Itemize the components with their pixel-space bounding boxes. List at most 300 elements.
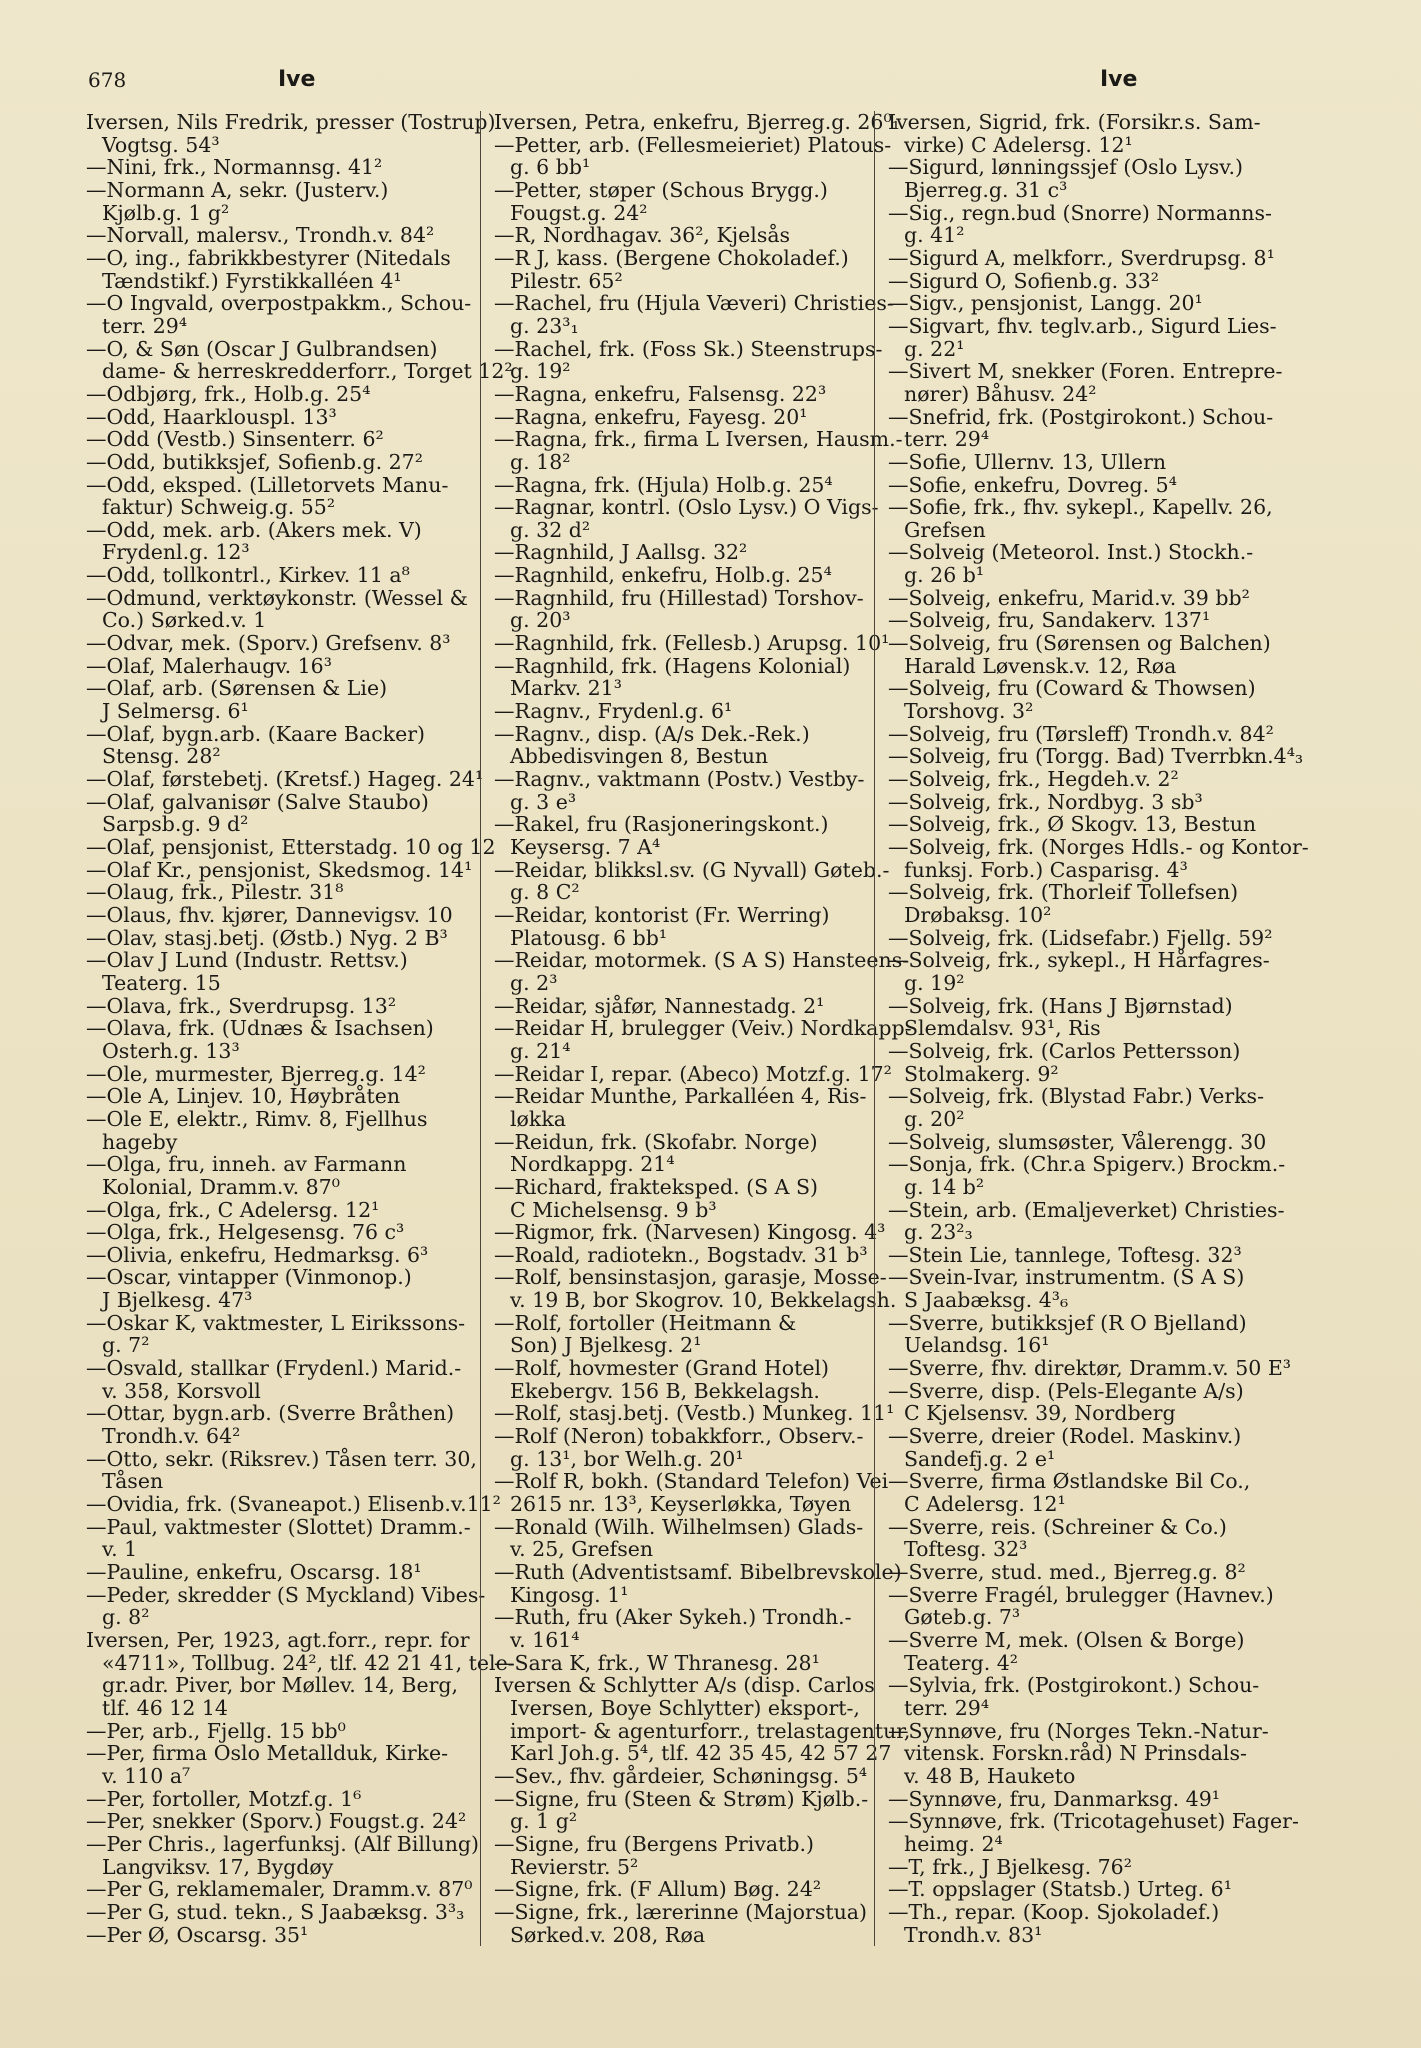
directory-entry <box>888 313 1277 361</box>
entry-line: —Per, arb., Fjellg. 15 bb⁰ <box>86 1718 346 1743</box>
entry-line: —Rachel, frk. (Foss Sk.) Steenstrups- <box>494 336 883 361</box>
directory-entry <box>86 835 496 859</box>
entry-line: —Reidar Munthe, Parkalléen 4, Ris- <box>494 1084 867 1109</box>
directory-entry <box>86 632 472 655</box>
entry-continuation: v. 25, Grefsen <box>510 1537 654 1562</box>
entry-line: —Reidar, kontorist (Fr. Werring) <box>494 902 830 927</box>
entry-line: —Ragna, enkefru, Fayesg. 20¹ <box>494 404 808 429</box>
directory-entry <box>888 270 1268 293</box>
entry-line: —Solveig, frk., Nordbyg. 3 sb³ <box>888 789 1203 814</box>
entry-line: —Signe, frk., lærerinne (Majorstua) <box>494 1899 868 1924</box>
entry-line: —Solveig, frk., sykepl., H Hårfagres- <box>888 948 1270 973</box>
entry-line: —Stein, arb. (Emaljeverket) Christies- <box>888 1197 1285 1222</box>
directory-entry <box>86 1561 472 1584</box>
directory-entry <box>888 1085 1268 1130</box>
directory-entry <box>888 404 1274 452</box>
entry-line: —Ragnhild, fru (Hillestad) Torshov- <box>494 585 864 610</box>
directory-entry <box>888 1312 1268 1357</box>
directory-entry <box>494 631 890 656</box>
directory-entry <box>494 427 903 474</box>
entry-line: —Odd, Haarklouspl. 13³ <box>86 404 337 429</box>
entry-line: —Sverre, butikksjef (R O Bjelland) <box>888 1310 1247 1335</box>
directory-entry <box>86 1924 472 1947</box>
entry-line: —O Ingvald, overpostpakkm., Schou- <box>86 291 472 316</box>
entry-continuation: g. 19² <box>510 359 571 384</box>
entry-line: —Ole, murmester, Bjerreg.g. 14² <box>86 1061 426 1086</box>
directory-entry <box>86 428 472 451</box>
entry-line: —Ovidia, frk. (Svaneapot.) Elisenb.v.11² <box>86 1492 501 1517</box>
entry-line: —Olaus, fhv. kjører, Dannevigsv. 10 <box>86 902 453 927</box>
entry-line: —Snefrid, frk. (Postgirokont.) Schou- <box>888 404 1274 429</box>
entry-line: —Reidar H, brulegger (Veiv.) Nordkapp- <box>494 1016 912 1041</box>
entry-continuation: Iversen, Boye Schlytter) eksport-, <box>510 1695 860 1720</box>
entry-continuation: g. 21⁴ <box>510 1038 571 1063</box>
entry-continuation: virke) C Adelersg. 12¹ <box>904 132 1133 157</box>
directory-entry <box>494 1265 897 1313</box>
directory-entry <box>494 1673 911 1766</box>
entry-line: —Olava, frk. (Udnæs & Isachsen) <box>86 1016 434 1041</box>
entry-line: —Solveig, fru (Coward & Thowsen) <box>888 676 1256 701</box>
entry-line: Iversen, Nils Fredrik, presser (Tostrup) <box>86 110 496 134</box>
directory-entry <box>86 1357 472 1402</box>
directory-entry <box>494 1765 866 1788</box>
directory-entry <box>888 111 1268 156</box>
entry-continuation: Ekebergv. 156 B, Bekkelagsh. <box>510 1378 820 1403</box>
entry-line: —Rolf, hovmester (Grand Hotel) <box>494 1356 830 1381</box>
entry-line: —Ruth, fru (Aker Sykeh.) Trondh.- <box>494 1605 852 1630</box>
directory-entry <box>494 383 866 406</box>
directory-entry <box>494 132 892 180</box>
directory-entry <box>86 881 472 904</box>
entry-line: —Sverre Fragél, brulegger (Havnev.) <box>888 1582 1274 1607</box>
entry-continuation: Harald Løvensk.v. 12, Røa <box>904 653 1177 678</box>
entry-line: —R J, kass. (Bergene Chokoladef.) <box>494 245 849 270</box>
entry-continuation: 2615 nr. 13³, Keyserløkka, Tøyen <box>510 1492 852 1517</box>
entry-continuation: Son) J Bjelkesg. 2¹ <box>510 1333 702 1358</box>
entry-line: —Olaf, pensjonist, Etterstadg. 10 og 12 <box>86 835 496 859</box>
entry-continuation: Revierstr. 5² <box>510 1854 639 1879</box>
directory-entry <box>86 1221 472 1244</box>
entry-line: —Olga, fru, inneh. av Farmann <box>86 1152 407 1177</box>
entry-line: —Petter, støper (Schous Brygg.) <box>494 177 828 202</box>
directory-entry <box>86 927 472 950</box>
entry-line: —Odd, butikksjef, Sofienb.g. 27² <box>86 449 423 474</box>
entry-line: —Rolf (Neron) tobakkforr., Observ.- <box>494 1424 864 1449</box>
directory-entry <box>494 1244 866 1267</box>
entry-line: —Reidar, blikksl.sv. (G Nyvall) Gøteb.- <box>494 857 890 882</box>
entry-line: —Reidar I, repar. (Abeco) Motzf.g. 17² <box>494 1061 892 1086</box>
entry-continuation: g. 23³₁ <box>510 313 579 338</box>
entry-continuation: Stolmakerg. 9² <box>904 1061 1059 1086</box>
directory-entry <box>494 110 900 134</box>
entry-line: —Signe, fru (Bergens Privatb.) <box>494 1831 815 1856</box>
directory-entry <box>494 1652 866 1675</box>
directory-entry <box>86 1244 472 1267</box>
entry-line: —R, Nordhagav. 36², Kjelsås <box>494 223 791 248</box>
directory-entry <box>86 949 472 994</box>
directory-entry <box>888 1470 1268 1515</box>
entry-continuation: g. 6 bb¹ <box>510 155 591 180</box>
entry-continuation: J Bjelkesg. 47³ <box>102 1288 253 1313</box>
entry-continuation: Sarpsb.g. 9 d² <box>102 812 249 837</box>
column-1 <box>86 110 515 1947</box>
page-number: 678 <box>88 68 127 92</box>
directory-entry <box>86 336 513 384</box>
directory-entry <box>494 1606 866 1651</box>
entry-continuation: S Jaabæksg. 4³₆ <box>904 1288 1069 1313</box>
column-3 <box>874 110 1309 1947</box>
directory-entry <box>494 857 890 905</box>
entry-line: —Sigurd, lønningssjef (Oslo Lysv.) <box>888 155 1243 180</box>
directory-entry <box>888 292 1268 315</box>
entry-line: —Solveig, fru, Sandakerv. 137¹ <box>888 608 1211 633</box>
entry-line: —Per, snekker (Sporv.) Fougst.g. 24² <box>86 1809 467 1834</box>
directory-entry <box>86 1153 472 1198</box>
directory-entry <box>494 474 866 497</box>
entry-line: —Solveig, frk. (Carlos Pettersson) <box>888 1038 1241 1063</box>
directory-entry <box>86 587 472 632</box>
directory-entry <box>888 1516 1268 1561</box>
entry-continuation: C Adelersg. 12¹ <box>904 1492 1066 1517</box>
directory-entry <box>494 655 866 700</box>
directory-entry <box>494 700 866 723</box>
entry-continuation: terr. 29⁴ <box>904 427 990 452</box>
directory-entry <box>888 359 1283 406</box>
directory-entry <box>494 768 866 813</box>
directory-entry <box>494 1833 866 1878</box>
directory-entry <box>494 224 866 247</box>
entry-continuation: Nordkappg. 21⁴ <box>510 1152 675 1177</box>
directory-entry <box>888 1582 1274 1630</box>
directory-entry <box>888 631 1271 678</box>
entry-line: —O, ing., fabrikkbestyrer (Nitedals <box>86 245 451 270</box>
entry-continuation: Karl Joh.g. 5⁴, tlf. 42 35 45, 42 57 27 <box>510 1741 892 1766</box>
entry-line: —Solveig, frk. (Norges Hdls.- og Kontor- <box>888 835 1309 859</box>
directory-entry <box>86 1720 472 1743</box>
entry-line: —Sverre, dreier (Rodel. Maskinv.) <box>888 1424 1242 1449</box>
directory-entry <box>86 1516 472 1561</box>
entry-line: —Olaf, førstebetj. (Kretsf.) Hageg. 24¹ <box>86 767 484 792</box>
entry-line: —Solveig (Meteorol. Inst.) Stockh.- <box>888 540 1254 565</box>
entry-continuation: Toftesg. 32³ <box>904 1537 1028 1562</box>
directory-entry <box>888 609 1268 632</box>
entry-line: —Ole E, elektr., Rimv. 8, Fjellhus <box>86 1106 428 1131</box>
entry-line: —Ragna, frk. (Hjula) Holb.g. 25⁴ <box>494 472 833 497</box>
entry-line: —Nini, frk., Normannsg. 41² <box>86 155 383 180</box>
entry-line: —Per, firma Oslo Metallduk, Kirke- <box>86 1741 449 1766</box>
entry-line: —Solveig, fru (Torgg. Bad) Tverrbkn.4⁴₃ <box>888 744 1304 769</box>
entry-continuation: v. 48 B, Hauketo <box>904 1763 1076 1788</box>
entry-line: —O, & Søn (Oscar J Gulbrandsen) <box>86 336 438 361</box>
directory-entry <box>888 1788 1268 1811</box>
directory-entry <box>86 677 472 722</box>
entry-line: —Odd, mek. arb. (Akers mek. V) <box>86 517 422 542</box>
entry-continuation: g. 2³ <box>510 970 558 995</box>
entry-line: —Sofie, Ullernv. 13, Ullern <box>888 449 1167 474</box>
directory-entry <box>86 1492 501 1517</box>
entry-continuation: J Selmersg. 6¹ <box>102 699 249 724</box>
entry-line: —Ragnhild, J Aallsg. 32² <box>494 540 748 565</box>
directory-entry <box>86 1627 515 1720</box>
entry-line: —Sigvart, fhv. teglv.arb., Sigurd Lies- <box>888 313 1277 338</box>
directory-entry <box>86 406 472 429</box>
entry-continuation: gr.adr. Piver, bor Møllev. 14, Berg, <box>102 1673 459 1698</box>
directory-entry <box>86 564 472 587</box>
entry-line: —Odmund, verktøykonstr. (Wessel & <box>86 585 468 610</box>
directory-entry <box>888 200 1272 248</box>
entry-continuation: Slemdalsv. 93¹, Ris <box>904 1016 1101 1041</box>
entry-line: —Sivert M, snekker (Foren. Entrepre- <box>888 359 1283 384</box>
directory-entry <box>86 110 496 157</box>
entry-line: —Per Chris., lagerfunksj. (Alf Billung) <box>86 1831 480 1856</box>
directory-entry <box>888 1197 1285 1245</box>
entry-line: —Olaug, frk., Pilestr. 31⁸ <box>86 880 344 905</box>
entry-continuation: Frydenl.g. 12³ <box>102 540 250 565</box>
entry-line: —Signe, frk. (F Allum) Bøg. 24² <box>494 1877 822 1902</box>
entry-line: —Ruth (Adventistsamf. Bibelbrevskole) <box>494 1560 902 1584</box>
directory-entry <box>494 179 866 224</box>
entry-continuation: Osterh.g. 13³ <box>102 1038 240 1063</box>
entry-line: —Sev., fhv. gårdeier, Schøningsg. 5⁴ <box>494 1763 868 1788</box>
directory-entry <box>494 1085 866 1130</box>
entry-line: —Solveig, enkefru, Marid.v. 39 bb² <box>888 585 1250 610</box>
entry-line: —Solveig, fru (Sørensen og Balchen) <box>888 631 1271 656</box>
entry-continuation: Gøteb.g. 7³ <box>904 1605 1021 1630</box>
entry-line: —Ottar, bygn.arb. (Sverre Bråthen) <box>86 1401 455 1426</box>
entry-line: —Olaf, bygn.arb. (Kaare Backer) <box>86 721 426 746</box>
entry-line: Iversen, Per, 1923, agt.forr., repr. for <box>86 1627 470 1652</box>
directory-entry <box>888 1856 1268 1879</box>
directory-entry <box>888 587 1268 610</box>
entry-continuation: C Kjelsensv. 39, Nordberg <box>904 1401 1176 1426</box>
entry-line: —Ragnv., disp. (A/s Dek.-Rek.) <box>494 721 810 746</box>
entry-continuation: «4711», Tollbug. 24², tlf. 42 21 41, tele- <box>102 1650 515 1675</box>
entry-line: —Normann A, sekr. (Justerv.) <box>86 177 389 202</box>
directory-entry <box>888 1131 1268 1154</box>
entry-continuation: v. 19 B, bor Skogrov. 10, Bekkelagsh. <box>510 1288 897 1313</box>
directory-entry <box>494 406 866 429</box>
entry-line: —Rolf, bensinstasjon, garasje, Mosse- <box>494 1265 887 1290</box>
entry-continuation: Langviksv. 17, Bygdøy <box>102 1854 334 1879</box>
entry-line: —Odd (Vestb.) Sinsenterr. 6² <box>86 427 384 452</box>
entry-line: —Olivia, enkefru, Hedmarksg. 6³ <box>86 1242 429 1267</box>
entry-continuation: Platousg. 6 bb¹ <box>510 925 668 950</box>
entry-continuation: g. 32 d² <box>510 517 591 542</box>
directory-entry <box>86 1901 472 1924</box>
entry-continuation: Kjølb.g. 1 g² <box>102 200 230 225</box>
directory-entry <box>86 474 472 519</box>
entry-line: —Sonja, frk. (Chr.a Spigerv.) Brockm.- <box>888 1152 1286 1177</box>
directory-entry <box>888 677 1268 722</box>
entry-line: —Synnøve, fru (Norges Tekn.-Natur- <box>888 1718 1269 1743</box>
entry-continuation: terr. 29⁴ <box>102 313 188 338</box>
directory-entry <box>888 1244 1268 1267</box>
directory-entry <box>888 1152 1286 1199</box>
entry-line: —Per G, reklamemaler, Dramm.v. 87⁰ <box>86 1877 473 1902</box>
entry-continuation: v. 1 <box>102 1537 138 1562</box>
directory-entry <box>888 881 1268 926</box>
directory-entry <box>494 948 910 995</box>
entry-line: —Olav J Lund (Industr. Rettsv.) <box>86 948 408 973</box>
entry-line: —Ragnhild, frk. (Hagens Kolonial) <box>494 653 851 678</box>
entry-line: —Sig., regn.bud (Snorre) Normanns- <box>888 200 1272 225</box>
directory-entry <box>494 1357 866 1402</box>
entry-line: —Synnøve, frk. (Tricotagehuset) Fager- <box>888 1809 1299 1834</box>
entry-line: —Osvald, stallkar (Frydenl.) Marid.- <box>86 1356 462 1381</box>
entry-line: —Paul, vaktmester (Slottet) Dramm.- <box>86 1514 471 1539</box>
entry-line: Iversen, Sigrid, frk. (Forsikr.s. Sam- <box>888 110 1261 134</box>
directory-entry <box>86 451 472 474</box>
entry-line: —Per Ø, Oscarsg. 35¹ <box>86 1922 309 1947</box>
entry-line: —T, frk., J Bjelkesg. 76² <box>888 1854 1132 1879</box>
entry-continuation: Kingosg. 1¹ <box>510 1582 629 1607</box>
entry-line: —Reidar, motormek. (S A S) Hansteens- <box>494 948 910 973</box>
directory-entry <box>888 768 1268 791</box>
entry-continuation: Keysersg. 7 A⁴ <box>510 835 661 859</box>
entry-line: —Per G, stud. tekn., S Jaabæksg. 3³₃ <box>86 1899 465 1924</box>
entry-line: —Solveig, frk., Ø Skogv. 13, Bestun <box>888 812 1257 837</box>
entry-line: —Rakel, fru (Rasjoneringskont.) <box>494 812 829 837</box>
directory-entry <box>888 1561 1268 1584</box>
entry-continuation: Drøbaksg. 10² <box>904 902 1052 927</box>
directory-entry <box>494 723 866 768</box>
directory-entry <box>888 791 1268 814</box>
directory-entry <box>86 1402 472 1447</box>
directory-entry <box>494 336 883 384</box>
directory-entry <box>86 904 472 927</box>
entry-continuation: Torshovg. 3² <box>904 699 1034 724</box>
entry-continuation: Kolonial, Dramm.v. 87⁰ <box>102 1174 340 1199</box>
directory-entry <box>888 1425 1268 1470</box>
entry-line: —Sverre, disp. (Pels-Elegante A/s) <box>888 1378 1244 1403</box>
entry-line: —Stein Lie, tannlege, Toftesg. 32³ <box>888 1242 1242 1267</box>
directory-entry <box>494 1016 912 1063</box>
entry-continuation: g. 18² <box>510 449 571 474</box>
entry-line: —Oscar, vintapper (Vinmonop.) <box>86 1265 412 1290</box>
directory-entry <box>86 1266 472 1311</box>
entry-continuation: v. 161⁴ <box>510 1627 580 1652</box>
entry-line: —Sverre, stud. med., Bjerreg.g. 8² <box>888 1560 1246 1584</box>
entry-line: —Peder, skredder (S Myckland) Vibes- <box>86 1582 486 1607</box>
entry-line: —Odd, tollkontrl., Kirkev. 11 a⁸ <box>86 563 410 588</box>
entry-line: —T. oppslager (Statsb.) Urteg. 6¹ <box>888 1877 1232 1902</box>
entry-continuation: g. 8² <box>102 1605 150 1630</box>
entry-line: —Roald, radiotekn., Bogstadv. 31 b³ <box>494 1242 868 1267</box>
entry-continuation: g. 26 b¹ <box>904 563 985 588</box>
entry-continuation: heimg. 2⁴ <box>904 1831 1003 1856</box>
entry-continuation: g. 19² <box>904 970 965 995</box>
entry-line: —Odvar, mek. (Sporv.) Grefsenv. 8³ <box>86 631 451 656</box>
entry-continuation: g. 14 b² <box>904 1174 985 1199</box>
directory-entry <box>86 1312 472 1357</box>
directory-entry <box>494 1220 886 1245</box>
directory-entry <box>86 1878 472 1901</box>
entry-line: —Solveig, frk. (Hans J Bjørnstad) <box>888 993 1233 1018</box>
entry-continuation: g. 22¹ <box>904 336 965 361</box>
entry-continuation: Tændstikf.) Fyrstikkalléen 4¹ <box>102 268 402 293</box>
entry-line: —Sara K, frk., W Thranesg. 28¹ <box>494 1650 820 1675</box>
directory-entry <box>86 247 472 292</box>
directory-entry <box>494 1878 866 1901</box>
entry-continuation: terr. 29⁴ <box>904 1695 990 1720</box>
entry-continuation: Bjerreg.g. 31 c³ <box>904 177 1068 202</box>
directory-entry <box>86 995 472 1018</box>
directory-entry <box>494 587 866 632</box>
entry-line: —Rolf R, bokh. (Standard Telefon) Vei <box>494 1469 889 1494</box>
entry-continuation: Abbedisvingen 8, Bestun <box>510 744 769 769</box>
directory-entry <box>494 564 866 587</box>
directory-entry <box>494 1469 889 1517</box>
entry-continuation: import- & agenturforr., trelastagentur, <box>510 1718 911 1743</box>
entry-continuation: Grefsen <box>904 517 986 542</box>
directory-entry <box>86 156 472 179</box>
entry-line: —Rigmor, frk. (Narvesen) Kingosg. 4³ <box>494 1220 886 1245</box>
entry-line: Iversen, Petra, enkefru, Bjerreg.g. 26⁰₁ <box>494 110 900 134</box>
directory-entry <box>494 1312 866 1357</box>
entry-line: —Sigurd O, Sofienb.g. 33² <box>888 268 1159 293</box>
directory-entry <box>888 1380 1268 1425</box>
entry-line: —Olaf, Malerhaugv. 16³ <box>86 653 332 678</box>
directory-entry <box>888 245 1275 270</box>
entry-line: —Otto, sekr. (Riksrev.) Tåsen terr. 30, <box>86 1446 477 1471</box>
entry-continuation: vitensk. Forskn.råd) N Prinsdals- <box>904 1741 1247 1766</box>
entry-line: —Ragnhild, enkefru, Holb.g. 25⁴ <box>494 563 832 588</box>
directory-entry <box>888 925 1273 950</box>
directory-entry <box>494 1516 866 1561</box>
entry-continuation: C Michelsensg. 9 b³ <box>510 1197 717 1222</box>
entry-continuation: faktur) Schweig.g. 55² <box>102 495 336 520</box>
entry-continuation: g. 20³ <box>510 608 571 633</box>
entry-line: —Sigurd A, melkforr., Sverdrupsg. 8¹ <box>888 245 1275 270</box>
entry-line: —Sofie, enkefru, Dovreg. 5⁴ <box>888 472 1177 497</box>
entry-continuation: Teaterg. 15 <box>102 970 221 995</box>
entry-line: —Sverre, firma Østlandske Bil Co., <box>888 1469 1251 1494</box>
entry-line: Iversen & Schlytter A/s (disp. Carlos <box>494 1673 875 1698</box>
entry-continuation: nører) Båhusv. 24² <box>904 381 1097 406</box>
directory-entry <box>86 1446 477 1494</box>
directory-entry <box>86 1582 486 1630</box>
directory-entry <box>86 179 472 224</box>
directory-entry <box>86 791 472 836</box>
entry-line: —Th., repar. (Koop. Sjokoladef.) <box>888 1899 1220 1924</box>
entry-line: —Reidun, frk. (Skofabr. Norge) <box>494 1129 818 1154</box>
entry-line: —Synnøve, fru, Danmarksg. 49¹ <box>888 1786 1220 1811</box>
entry-continuation: v. 358, Korsvoll <box>102 1378 261 1403</box>
entry-line: —Svein-Ivar, instrumentm. (S A S) <box>888 1265 1245 1290</box>
directory-entry <box>888 1809 1299 1856</box>
entry-line: —Olaf Kr., pensjonist, Skedsmog. 14¹ <box>86 857 473 882</box>
entry-line: —Sylvia, frk. (Postgirokont.) Schou- <box>888 1673 1260 1698</box>
entry-line: —Sverre, fhv. direktør, Dramm.v. 50 E³ <box>888 1356 1292 1381</box>
entry-line: —Olav, stasj.betj. (Østb.) Nyg. 2 B³ <box>86 925 448 950</box>
entry-continuation: Co.) Sørked.v. 1 <box>102 608 267 633</box>
entry-continuation: Sandefj.g. 2 e¹ <box>904 1446 1056 1471</box>
entry-continuation: g. 13¹, bor Welh.g. 20¹ <box>510 1446 744 1471</box>
entry-line: —Ronald (Wilh. Wilhelmsen) Glads- <box>494 1514 864 1539</box>
directory-entry <box>86 519 472 564</box>
directory-entry <box>888 1356 1292 1381</box>
column-2 <box>480 110 912 1947</box>
directory-entry <box>888 1040 1268 1085</box>
entry-continuation: g. 3 e³ <box>510 789 577 814</box>
entry-line: —Sofie, frk., fhv. sykepl., Kapellv. 26, <box>888 495 1273 520</box>
entry-line: —Sigv., pensjonist, Langg. 20¹ <box>888 291 1203 316</box>
entry-line: —Solveig, frk. (Blystad Fabr.) Verks- <box>888 1084 1265 1109</box>
entry-continuation: funksj. Forb.) Casparisg. 4³ <box>904 857 1188 882</box>
directory-entry <box>494 1901 866 1946</box>
directory-entry <box>888 541 1268 586</box>
entry-line: —Odbjørg, frk., Holb.g. 25⁴ <box>86 381 371 406</box>
